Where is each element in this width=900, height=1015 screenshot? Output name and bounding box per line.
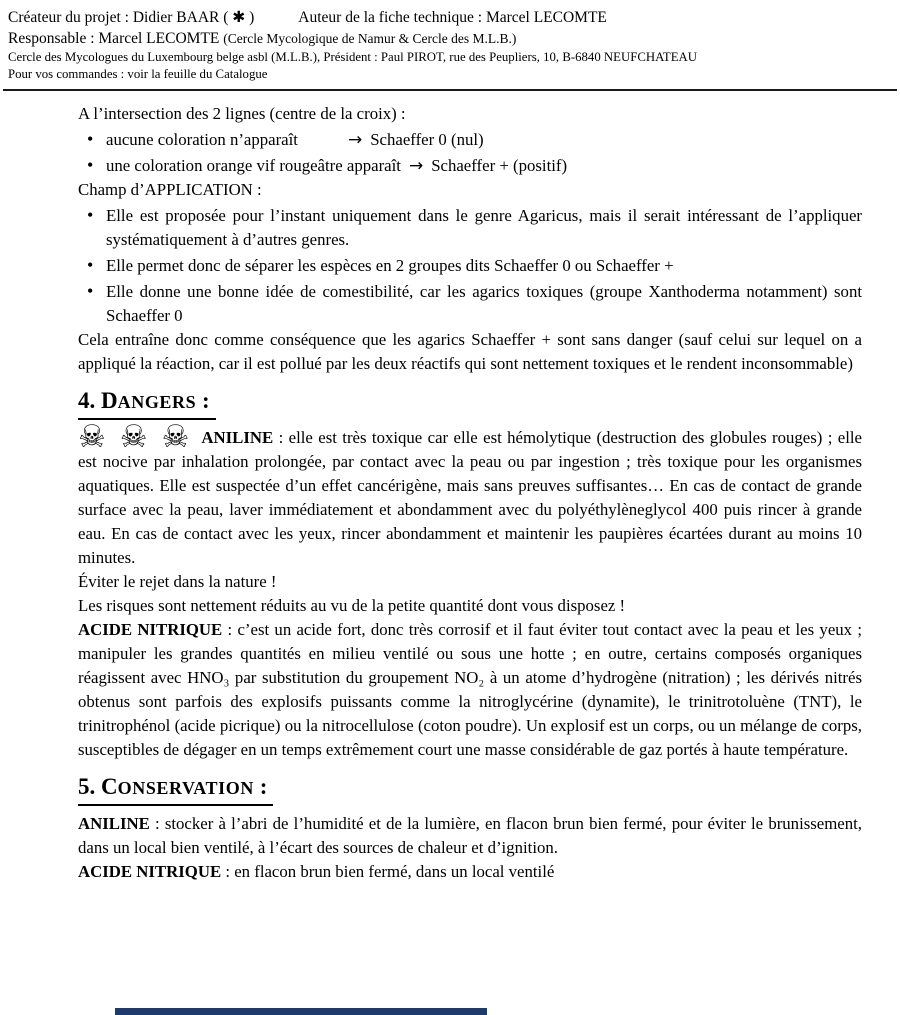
- bullet-result: Schaeffer + (positif): [431, 156, 568, 175]
- application-conclusion: Cela entraîne donc comme conséquence que les agarics Schaeffer + sont sans danger (sauf celui sur lequel on a appliqué la réaction, car il est pollué par les deux réactifs qui sont nettement toxiques et le rendent inconsommable): [78, 330, 862, 373]
- list-item: [78, 254, 862, 278]
- heading-tail: :: [196, 388, 210, 413]
- nitric-storage-paragraph: [78, 860, 862, 884]
- application-list: [78, 204, 862, 328]
- heading-lead: 5. C: [78, 774, 118, 799]
- creator-text: Créateur du projet : Didier BAAR ( ✱ ): [8, 9, 255, 26]
- bullet-text: Elle permet donc de séparer les espèces en 2 groupes dits Schaeffer 0 ou Schaeffer +: [106, 256, 674, 275]
- section-dangers-heading-text: [78, 386, 216, 420]
- aniline-storage-text: : stocker à l’abri de l’humidité et de la lumière, en flacon brun bien fermé, pour éviter le brunissement, dans un local bien ventilé, à l’écart des sources de chaleur et d’ignition.: [78, 814, 862, 857]
- intersection-list: [78, 128, 862, 178]
- aniline-danger-paragraph: ☠ ☠ ☠ ANILINE : elle est très toxique car elle est hémolytique (destruction des globules rouges) ; elle est nocive par inhalation prolongée, par contact avec la peau ou par ingestion ; très toxique pour les organismes aquatiques. Elle est suspectée d’un effet cancérigène, mais sans preuves suffisantes… En cas de contact de grande surface avec la peau, laver immédiatement et abondamment avec du polyéthylèneglycol 400 puis rincer à grande eau. En cas de contact avec les yeux, rincer abondamment et maintenir les paupières écartées durant au moins 10 minutes.: [78, 419, 862, 567]
- header-divider: [3, 89, 897, 91]
- avoid-release-line: Éviter le rejet dans la nature !: [78, 572, 277, 591]
- reduced-risks-line: Les risques sont nettement réduits au vu de la petite quantité dont vous disposez !: [78, 596, 626, 615]
- header-orders-line: Pour vos commandes : voir la feuille du Catalogue: [8, 67, 268, 81]
- section-dangers-heading: [78, 386, 862, 420]
- heading-smallcaps: ANGERS: [117, 392, 197, 412]
- header-responsible-line: [8, 28, 892, 49]
- aniline-danger-text: : elle est très toxique car elle est hémolytique (destruction des globules rouges) ; elle est nocive par inhalation prolongée, par contact avec la peau ou par ingestion ; très toxique pour les organismes aquatiques. Elle est suspectée d’un effet cancérigène, mais sans preuves suffisantes… En cas de contact de grande surface avec la peau, laver immédiatement et abondamment avec du polyéthylèneglycol 400 puis rincer à grande eau. En cas de contact avec les yeux, rincer abondamment et maintenir les paupières écartées durant au moins 10 minutes.: [78, 428, 862, 567]
- heading-smallcaps: ONSERVATION: [117, 778, 254, 798]
- section-conservation-heading: [78, 772, 862, 806]
- list-item: [78, 154, 862, 178]
- heading-tail: :: [253, 774, 268, 799]
- document-body: [78, 102, 862, 884]
- header-creator-line: [8, 7, 892, 28]
- bullet-text: Elle donne une bonne idée de comestibilité, car les agarics toxiques (groupe Xanthoderma notamment) sont Schaeffer 0: [106, 282, 862, 325]
- intersection-intro: A l’intersection des 2 lignes (centre de la croix) :: [78, 104, 406, 123]
- bullet-text: une coloration orange vif rougeâtre apparaît: [106, 156, 401, 175]
- responsible-text: Responsable : Marcel LECOMTE: [8, 30, 220, 47]
- document-header: [0, 0, 900, 83]
- nitric-danger-text: : c’est un acide fort, donc très corrosif et il faut éviter tout contact avec la peau et les yeux ; manipuler les grandes quantités en milieu ventilé ou sous une hotte ; en outre, certains composés organiques réagissent avec HNO₃ par substitution du groupement NO₂ à un atome d’hydrogène (nitration) ; les dérivés nitrés obtenus sont parfois des explosifs puissants comme la nitroglycérine (dynamite), le trinitrotoluène (TNT), le trinitrophénol (acide picrique) ou la nitrocellulose (coton poudre). Un explosif est un corps, ou un mélange de corps, susceptibles de dégager en un temps extrêmement court une masse considérable de gaz portés à haute température.: [78, 620, 862, 759]
- page-bottom-bar: [115, 1008, 487, 1015]
- aniline-label: ANILINE: [201, 428, 274, 447]
- aniline-storage-paragraph: [78, 812, 862, 860]
- section-conservation-heading-text: [78, 772, 273, 806]
- list-item: [78, 280, 862, 328]
- right-arrow-icon: →: [408, 156, 424, 176]
- header-club-line: Cercle des Mycologues du Luxembourg belge asbl (M.L.B.), Président : Paul PIROT, rue des Peupliers, 10, B-6840 NEUFCHATEAU: [8, 50, 698, 64]
- nitric-acid-label: ACIDE NITRIQUE: [78, 620, 223, 639]
- bullet-result: Schaeffer 0 (nul): [370, 130, 484, 149]
- author-text: Auteur de la fiche technique : Marcel LECOMTE: [298, 9, 607, 26]
- aniline-label: ANILINE: [78, 814, 150, 833]
- bullet-text: aucune coloration n’apparaît: [106, 130, 298, 149]
- nitric-acid-label: ACIDE NITRIQUE: [78, 862, 222, 881]
- list-item: [78, 128, 862, 152]
- application-intro: Champ d’APPLICATION :: [78, 180, 262, 199]
- responsible-note-text: (Cercle Mycologique de Namur & Cercle des M.L.B.): [223, 31, 517, 46]
- heading-lead: 4. D: [78, 388, 118, 413]
- bullet-text: Elle est proposée pour l’instant uniquement dans le genre Agaricus, mais il serait intéressant de l’appliquer systématiquement à d’autres genres.: [106, 206, 862, 249]
- nitric-storage-text: : en flacon brun bien fermé, dans un local ventilé: [221, 862, 555, 881]
- right-arrow-icon: →: [347, 130, 363, 150]
- nitric-danger-paragraph: [78, 618, 862, 762]
- list-item: [78, 204, 862, 252]
